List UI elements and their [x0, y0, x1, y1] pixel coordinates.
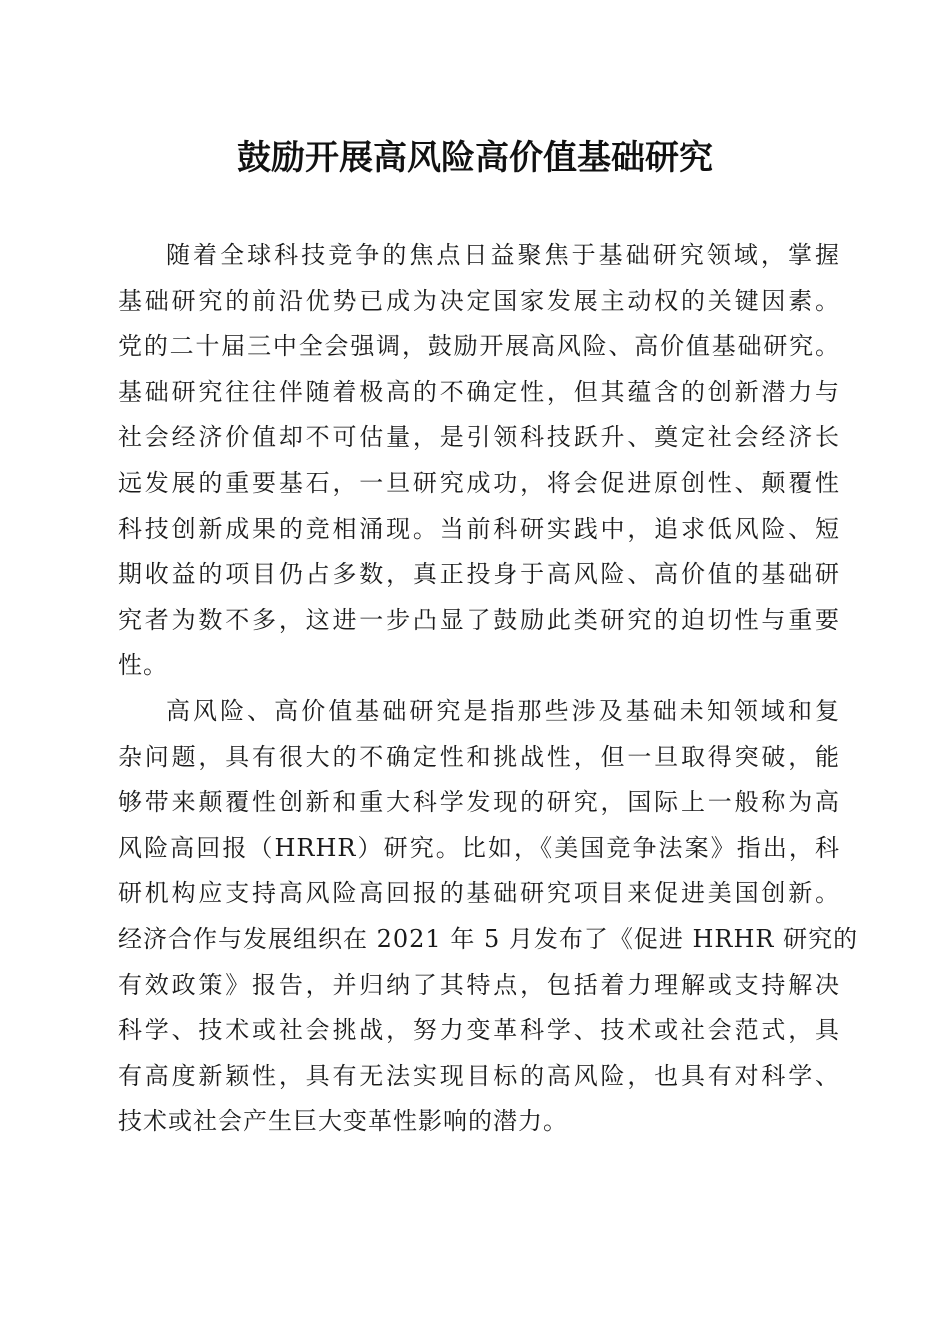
paragraph-line: 基础研究的前沿优势已成为决定国家发展主动权的关键因素。 — [118, 286, 840, 315]
paragraph-line: 随着全球科技竞争的焦点日益聚焦于基础研究领域，掌握 — [166, 241, 840, 269]
paragraph-line: 研机构应支持高风险高回报的基础研究项目来促进美国创新。 — [118, 879, 840, 908]
paragraph-line: 技术或社会产生巨大变革性影响的潜力。 — [118, 1107, 568, 1136]
document-body — [118, 233, 859, 1145]
paragraph-line: 有效政策》报告，并归纳了其特点，包括着力理解或支持解决 — [118, 970, 840, 999]
document-title: 鼓励开展高风险高价值基础研究 — [237, 138, 713, 178]
paragraph-line: 究者为数不多，这进一步凸显了鼓励此类研究的迫切性与重要 — [118, 605, 840, 634]
paragraph-line: 够带来颠覆性创新和重大科学发现的研究，国际上一般称为高 — [118, 788, 840, 817]
paragraph-line: 科学、技术或社会挑战，努力变革科学、技术或社会范式，具 — [118, 1016, 840, 1045]
paragraph-2 — [118, 689, 859, 1145]
paragraph-line: 杂问题，具有很大的不确定性和挑战性，但一旦取得突破，能 — [118, 742, 840, 771]
paragraph-line: 高风险、高价值基础研究是指那些涉及基础未知领域和复 — [166, 696, 840, 725]
paragraph-line: 社会经济价值却不可估量，是引领科技跃升、奠定社会经济长 — [118, 423, 840, 452]
paragraph-line: 期收益的项目仍占多数，真正投身于高风险、高价值的基础研 — [118, 560, 840, 589]
paragraph-line: 党的二十届三中全会强调，鼓励开展高风险、高价值基础研究。 — [118, 332, 840, 361]
paragraph-line: 有高度新颖性，具有无法实现目标的高风险，也具有对科学、 — [118, 1061, 840, 1090]
paragraph-line: 性。 — [118, 651, 168, 680]
paragraph-line: 经济合作与发展组织在 2021 年 5 月发布了《促进 HRHR 研究的 — [118, 924, 859, 953]
paragraph-line: 科技创新成果的竞相涌现。当前科研实践中，追求低风险、短 — [118, 514, 840, 543]
paragraph-line: 基础研究往往伴随着极高的不确定性，但其蕴含的创新潜力与 — [118, 377, 840, 406]
paragraph-line: 远发展的重要基石，一旦研究成功，将会促进原创性、颠覆性 — [118, 468, 840, 497]
paragraph-line: 风险高回报（HRHR）研究。比如，《美国竞争法案》指出，科 — [118, 833, 840, 862]
paragraph-1 — [118, 233, 840, 689]
